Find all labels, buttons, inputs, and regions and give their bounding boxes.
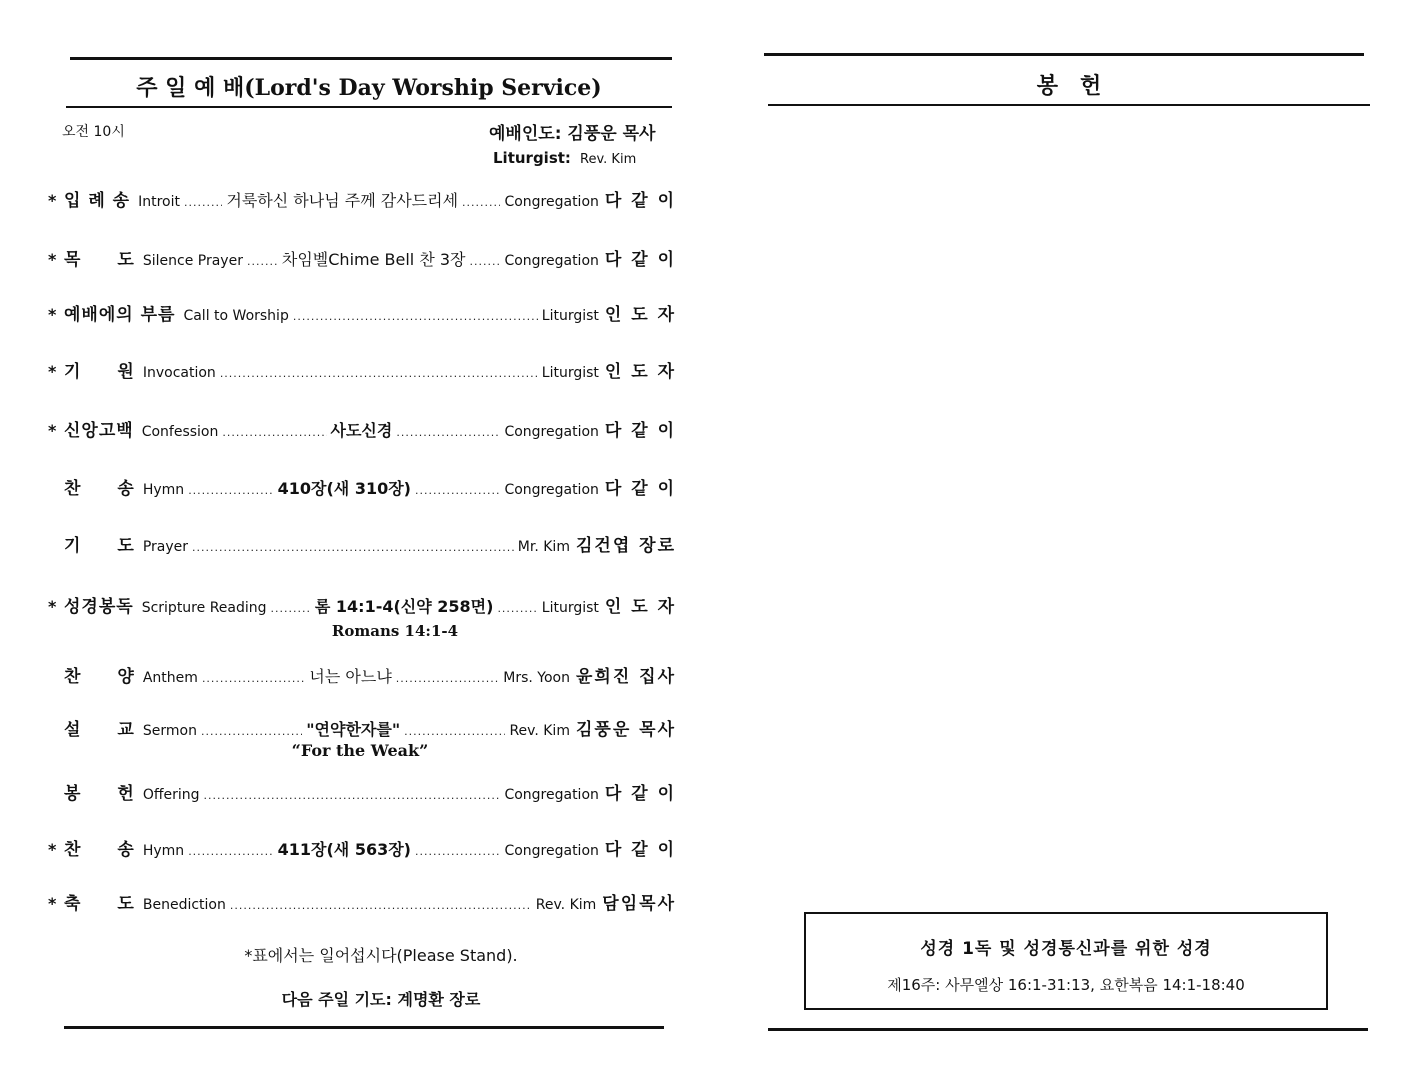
- service-row-role: Liturgist: [541, 308, 599, 324]
- leader-dots: [271, 602, 311, 615]
- service-row-person: 담임목사: [602, 894, 676, 914]
- service-row-role: Liturgist: [541, 600, 599, 616]
- leader-dots: [222, 426, 326, 439]
- right-bottom-rule: [768, 1028, 1368, 1031]
- service-row-english-title: Call to Worship: [183, 308, 289, 324]
- service-time: 오전 10시: [62, 124, 125, 140]
- leader-dots: [396, 672, 499, 685]
- service-row-korean-title: 목 도: [64, 250, 135, 270]
- service-row-korean-title: 기 원: [64, 362, 135, 382]
- worship-leader-english: [493, 148, 636, 167]
- leader-dots: [396, 426, 500, 439]
- service-row-star: *: [48, 191, 57, 210]
- leader-dots: [470, 255, 501, 268]
- service-row-korean-title: 찬 송: [64, 479, 135, 499]
- service-row-star: *: [48, 421, 57, 440]
- service-row-role: Congregation: [504, 482, 599, 498]
- service-row-person: 인 도 자: [604, 362, 676, 382]
- service-row-role: Rev. Kim: [535, 897, 597, 913]
- service-row-korean-title: 신앙고백: [64, 421, 134, 441]
- service-row-detail: 롬 14:1-4(신약 258면): [314, 597, 494, 616]
- service-row-english-title: Invocation: [142, 365, 216, 381]
- leader-dots: [462, 196, 500, 209]
- service-row-english-title: Anthem: [142, 670, 198, 686]
- service-row-korean-title: 성경봉독: [64, 597, 134, 617]
- service-row: [48, 357, 676, 382]
- service-row-detail: 411장(새 563장): [277, 840, 411, 859]
- service-row-role: Congregation: [504, 787, 599, 803]
- service-row-star: *: [48, 840, 57, 859]
- service-row-english-title: Introit: [138, 194, 180, 210]
- leader-dots: [184, 196, 222, 209]
- service-row-role: Congregation: [504, 424, 599, 440]
- service-row-role: Congregation: [504, 253, 599, 269]
- service-row-person: 다 같 이: [604, 191, 676, 211]
- service-row-korean-title: 찬 송: [64, 840, 135, 860]
- service-row: [48, 889, 676, 914]
- service-row-korean-title: 봉 헌: [64, 784, 135, 804]
- leader-dots: [230, 899, 532, 912]
- service-row-detail: 사도신경: [330, 421, 393, 440]
- leader-dots: [192, 541, 514, 554]
- service-row-person: 김풍운 목사: [575, 720, 676, 740]
- service-row-english-title: Sermon: [142, 723, 197, 739]
- service-row-person: 윤희진 집사: [575, 667, 677, 687]
- leader-dots: [415, 484, 500, 497]
- right-top-rule: [764, 53, 1364, 56]
- service-row: [48, 416, 676, 441]
- service-row-english-title: Hymn: [142, 482, 185, 498]
- leader-dots: [220, 367, 538, 380]
- service-row-person: 다 같 이: [604, 784, 676, 804]
- leader-dots: [188, 845, 273, 858]
- offering-title: 봉 헌: [1036, 74, 1102, 99]
- service-row-person: 인 도 자: [604, 305, 676, 325]
- service-row: [48, 779, 676, 804]
- service-row-star: *: [48, 305, 57, 324]
- service-row: [48, 662, 676, 687]
- service-row-role: Congregation: [504, 843, 599, 859]
- service-row-korean-title: 입 례 송: [64, 191, 131, 211]
- service-row: [48, 245, 676, 270]
- leader-dots: [497, 602, 537, 615]
- service-row-english-title: Confession: [141, 424, 219, 440]
- bible-reading-text: 제16주: 사무엘상 16:1-31:13, 요한복음 14:1-18:40: [887, 976, 1245, 994]
- service-row-star: *: [48, 250, 57, 269]
- service-row-korean-title: 축 도: [64, 894, 135, 914]
- service-row-star: *: [48, 597, 57, 616]
- bible-reading-box: [804, 912, 1328, 1010]
- service-row-korean-title: 기 도: [64, 536, 135, 556]
- service-row-role: Mr. Kim: [517, 539, 570, 555]
- service-row-star: *: [48, 362, 57, 381]
- service-row: [48, 835, 676, 860]
- service-row-person: 인 도 자: [604, 597, 677, 617]
- liturgist-label: Liturgist:: [493, 149, 571, 167]
- service-row: [48, 531, 676, 556]
- sermon-subtitle: “For the Weak”: [291, 741, 429, 760]
- service-row-role: Congregation: [504, 194, 599, 210]
- service-row: [48, 300, 676, 325]
- stand-note: *표에서는 일어섭시다(Please Stand).: [244, 946, 518, 965]
- service-row-detail: 410장(새 310장): [277, 479, 411, 498]
- leader-dots: [204, 789, 501, 802]
- scripture-subtitle: Romans 14:1-4: [331, 622, 459, 640]
- service-row: [48, 186, 676, 211]
- service-row-role: Mrs. Yoon: [503, 670, 570, 686]
- left-top-rule: [70, 57, 672, 60]
- leader-dots: [201, 725, 302, 738]
- service-row-person: 다 같 이: [604, 250, 676, 270]
- bible-reading-heading: 성경 1독 및 성경통신과를 위한 성경: [920, 939, 1212, 959]
- service-row-person: 김건엽 장로: [575, 536, 676, 556]
- service-title: 주 일 예 배(Lord's Day Worship Service): [136, 75, 602, 101]
- service-row-korean-title: 예배에의 부름: [64, 305, 176, 325]
- service-row-person: 다 같 이: [604, 479, 676, 499]
- leader-dots: [415, 845, 500, 858]
- service-row-english-title: Hymn: [142, 843, 185, 859]
- liturgist-name: Rev. Kim: [580, 152, 637, 167]
- service-row-star: *: [48, 894, 57, 913]
- service-row-english-title: Scripture Reading: [141, 600, 267, 616]
- leader-dots: [404, 725, 505, 738]
- service-row: [48, 715, 676, 740]
- leader-dots: [202, 672, 305, 685]
- service-row-korean-title: 설 교: [64, 720, 135, 740]
- service-row: [48, 474, 676, 499]
- leader-dots: [188, 484, 273, 497]
- service-row-detail: "연약한자를": [306, 720, 401, 739]
- service-row-person: 다 같 이: [604, 421, 677, 441]
- worship-leader-korean: 예배인도: 김풍운 목사: [489, 124, 656, 144]
- left-bottom-rule: [64, 1026, 664, 1029]
- leader-dots: [247, 255, 278, 268]
- service-row-english-title: Benediction: [142, 897, 226, 913]
- service-row-korean-title: 찬 양: [64, 667, 135, 687]
- service-row-role: Rev. Kim: [509, 723, 570, 739]
- service-row-detail: 너는 아느냐: [309, 667, 392, 686]
- service-row-detail: 차임벨Chime Bell 찬 3장: [281, 250, 466, 269]
- right-title-rule: [768, 104, 1370, 106]
- service-row-english-title: Offering: [142, 787, 200, 803]
- service-row-detail: 거룩하신 하나님 주께 감사드리세: [226, 191, 459, 210]
- left-title-rule: [66, 106, 672, 108]
- leader-dots: [293, 310, 538, 323]
- next-week-prayer: 다음 주일 기도: 계명환 장로: [281, 990, 481, 1009]
- service-row-role: Liturgist: [541, 365, 599, 381]
- service-row: [48, 592, 676, 617]
- service-row-person: 다 같 이: [604, 840, 676, 860]
- service-row-english-title: Prayer: [142, 539, 189, 555]
- service-row-english-title: Silence Prayer: [142, 253, 243, 269]
